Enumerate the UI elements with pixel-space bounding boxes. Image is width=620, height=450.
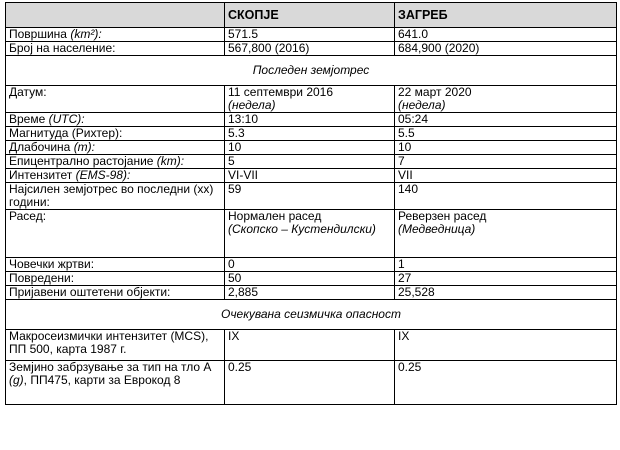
skopje-value: 50 bbox=[225, 272, 395, 286]
table-row-time bbox=[6, 113, 617, 127]
zagreb-value bbox=[395, 86, 617, 113]
weekday-note: (недела) bbox=[398, 98, 446, 112]
label-text: Интензитет bbox=[9, 168, 73, 182]
zagreb-value: 140 bbox=[395, 183, 617, 210]
table-row-strongest-quake bbox=[6, 183, 617, 210]
skopje-value: 59 bbox=[225, 183, 395, 210]
skopje-value: IX bbox=[225, 330, 395, 361]
label-unit: (UTC): bbox=[48, 112, 85, 126]
table-row-intensity bbox=[6, 169, 617, 183]
skopje-value: 5 bbox=[225, 155, 395, 169]
row-label: Расед: bbox=[6, 210, 225, 258]
skopje-value: 0 bbox=[225, 258, 395, 272]
table-row-date bbox=[6, 86, 617, 113]
fault-type: Нормален расед bbox=[228, 209, 322, 223]
table-header-row bbox=[6, 3, 617, 28]
label-unit: (km²): bbox=[70, 27, 102, 41]
label-text: Површина bbox=[9, 27, 67, 41]
row-label bbox=[6, 361, 225, 405]
row-label: Број на население: bbox=[6, 42, 225, 56]
table-row-ground-acceleration bbox=[6, 361, 617, 405]
table-row-epicentral-distance bbox=[6, 155, 617, 169]
row-label bbox=[6, 169, 225, 183]
zagreb-value: 5.5 bbox=[395, 127, 617, 141]
row-label bbox=[6, 141, 225, 155]
fault-type: Реверзен расед bbox=[398, 209, 487, 223]
row-label: Човечки жртви: bbox=[6, 258, 225, 272]
row-label: Пријавени оштетени објекти: bbox=[6, 286, 225, 300]
label-tail: , ПП475, карти за Еврокод 8 bbox=[23, 373, 181, 387]
skopje-value: 2,885 bbox=[225, 286, 395, 300]
zagreb-value: 684,900 (2020) bbox=[395, 42, 617, 56]
label-text: Време bbox=[9, 112, 46, 126]
earthquake-comparison-table bbox=[5, 2, 617, 405]
date-text: 22 март 2020 bbox=[398, 85, 472, 99]
date-text: 11 септември 2016 bbox=[228, 85, 334, 99]
section-title: Последен земјотрес bbox=[6, 56, 617, 86]
table-row-depth bbox=[6, 141, 617, 155]
label-unit: (m): bbox=[73, 140, 96, 154]
row-label bbox=[6, 28, 225, 42]
label-text: Земјино забрзување за тип на тло А bbox=[9, 360, 212, 374]
zagreb-value: 05:24 bbox=[395, 113, 617, 127]
header-zagreb: ЗАГРЕБ bbox=[395, 3, 617, 28]
label-unit: (g) bbox=[9, 373, 24, 387]
header-skopje: СКОПЈЕ bbox=[225, 3, 395, 28]
table-row-injured bbox=[6, 272, 617, 286]
row-label: Најсилен земјотрес во последни (xx) години: bbox=[6, 183, 225, 210]
table-row-population bbox=[6, 42, 617, 56]
row-label: Макросеизмички интензитет (MCS), ПП 500, карта 1987 г. bbox=[6, 330, 225, 361]
zagreb-value: 0.25 bbox=[395, 361, 617, 405]
skopje-value bbox=[225, 86, 395, 113]
weekday-note: (недела) bbox=[228, 98, 276, 112]
section-last-earthquake bbox=[6, 56, 617, 86]
table-row-fault bbox=[6, 210, 617, 258]
header-empty-cell bbox=[6, 3, 225, 28]
zagreb-value: 27 bbox=[395, 272, 617, 286]
zagreb-value: VII bbox=[395, 169, 617, 183]
zagreb-value: IX bbox=[395, 330, 617, 361]
row-label bbox=[6, 113, 225, 127]
table-row-magnitude bbox=[6, 127, 617, 141]
label-text: Длабочина bbox=[9, 140, 71, 154]
label-unit: (EMS-98): bbox=[75, 168, 131, 182]
row-label: Магнитуда (Рихтер): bbox=[6, 127, 225, 141]
zagreb-value: 7 bbox=[395, 155, 617, 169]
skopje-value: VI-VII bbox=[225, 169, 395, 183]
row-label bbox=[6, 155, 225, 169]
zagreb-value: 641.0 bbox=[395, 28, 617, 42]
skopje-value: 567,800 (2016) bbox=[225, 42, 395, 56]
fault-name: (Медведница) bbox=[398, 222, 476, 236]
table-row-fatalities bbox=[6, 258, 617, 272]
table-row-macroseismic-intensity bbox=[6, 330, 617, 361]
table-row-damaged-buildings bbox=[6, 286, 617, 300]
row-label: Повредени: bbox=[6, 272, 225, 286]
zagreb-value: 1 bbox=[395, 258, 617, 272]
comparison-table-container bbox=[5, 2, 617, 405]
skopje-value: 5.3 bbox=[225, 127, 395, 141]
zagreb-value: 10 bbox=[395, 141, 617, 155]
label-text: Епицентрално растојание bbox=[9, 154, 154, 168]
fault-name: (Скопско – Кустендилски) bbox=[228, 222, 376, 236]
section-title: Очекувана сеизмичка опасност bbox=[6, 300, 617, 330]
section-seismic-hazard bbox=[6, 300, 617, 330]
zagreb-value: 25,528 bbox=[395, 286, 617, 300]
row-label: Датум: bbox=[6, 86, 225, 113]
skopje-value: 571.5 bbox=[225, 28, 395, 42]
label-unit: (km): bbox=[156, 154, 185, 168]
skopje-value: 0.25 bbox=[225, 361, 395, 405]
zagreb-value bbox=[395, 210, 617, 258]
table-row-area bbox=[6, 28, 617, 42]
skopje-value: 13:10 bbox=[225, 113, 395, 127]
skopje-value bbox=[225, 210, 395, 258]
skopje-value: 10 bbox=[225, 141, 395, 155]
